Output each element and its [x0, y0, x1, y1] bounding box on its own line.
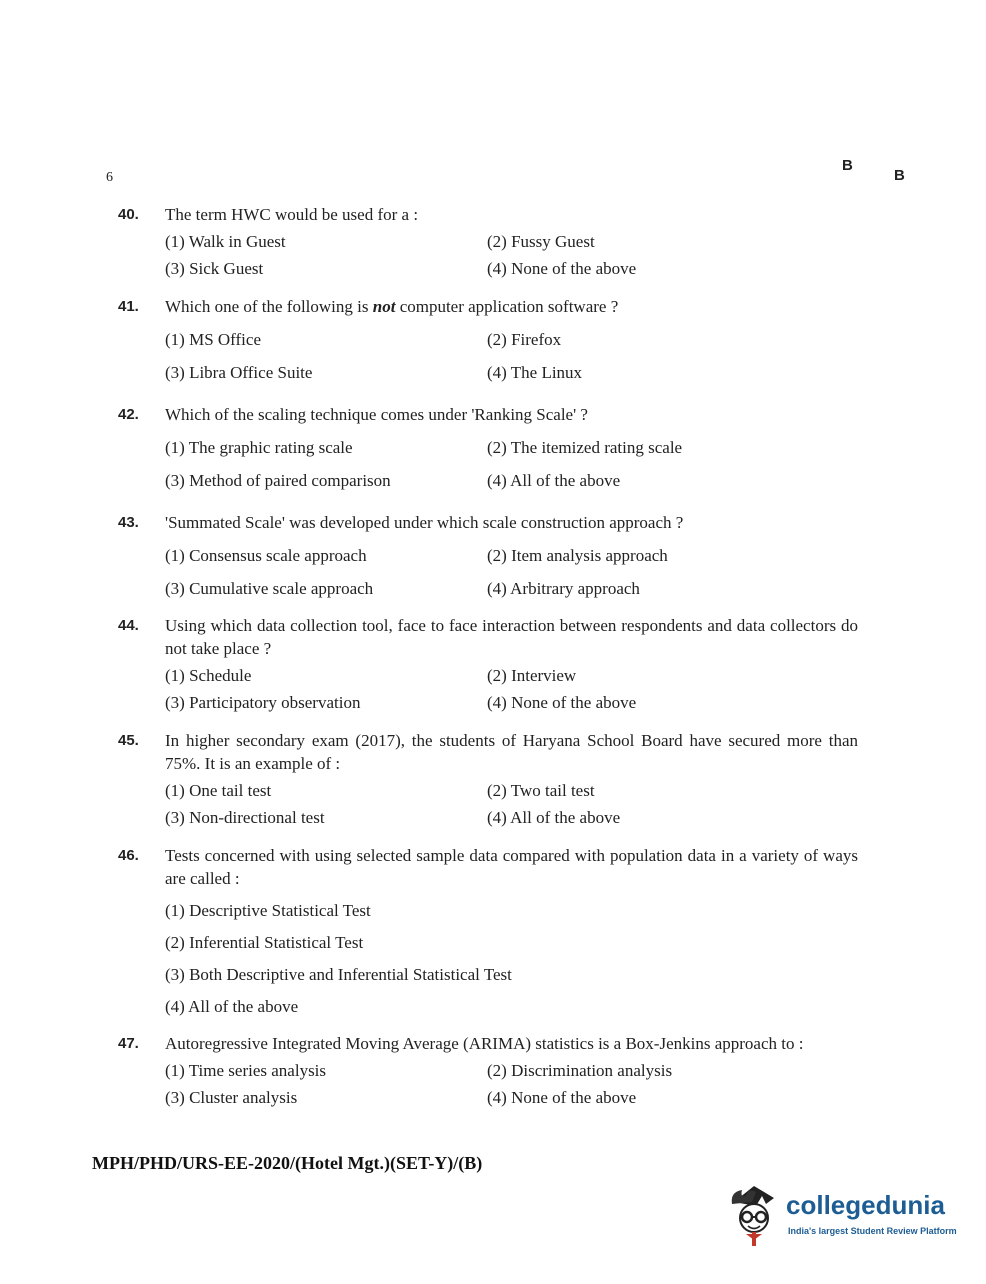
options — [165, 779, 858, 829]
question-number: 45. — [118, 732, 139, 749]
collegedunia-watermark — [726, 1180, 966, 1250]
paper-code-footer: MPH/PHD/URS-EE-2020/(Hotel Mgt.)(SET-Y)/(B) — [92, 1153, 483, 1173]
option-1: (1) Time series analysis — [165, 1061, 327, 1080]
option-2: (2) Interview — [487, 666, 577, 685]
option-3: (3) Participatory observation — [165, 693, 361, 712]
brand-name: collegedunia — [786, 1190, 945, 1220]
options — [165, 436, 858, 492]
question-40 — [118, 203, 858, 280]
option-2: (2) Fussy Guest — [487, 232, 595, 251]
option-2: (2) Item analysis approach — [487, 546, 668, 565]
option-2: (2) Firefox — [487, 330, 562, 349]
option-4: (4) Arbitrary approach — [487, 579, 640, 598]
question-text: Which of the scaling technique comes under 'Ranking Scale' ? — [165, 405, 588, 424]
option-1: (1) Descriptive Statistical Test — [165, 901, 371, 920]
option-1: (1) Walk in Guest — [165, 232, 286, 251]
options — [165, 328, 858, 384]
option-4: (4) The Linux — [487, 363, 583, 382]
question-number: 40. — [118, 206, 139, 223]
options — [165, 899, 858, 1018]
option-1: (1) MS Office — [165, 330, 261, 349]
question-number: 44. — [118, 617, 139, 634]
option-3: (3) Cumulative scale approach — [165, 579, 374, 598]
option-4: (4) All of the above — [487, 471, 621, 490]
option-4: (4) None of the above — [487, 1088, 637, 1107]
option-4: (4) All of the above — [487, 808, 621, 827]
option-4: (4) All of the above — [165, 997, 299, 1016]
question-41 — [118, 295, 858, 384]
question-text: Which one of the following is not computer application software ? — [165, 297, 619, 316]
question-number: 47. — [118, 1035, 139, 1052]
question-47 — [118, 1032, 858, 1109]
question-number: 46. — [118, 847, 139, 864]
emphasis-not: not — [372, 297, 396, 316]
question-46 — [118, 844, 858, 1018]
question-44 — [118, 614, 858, 714]
question-number: 42. — [118, 406, 139, 423]
option-3: (3) Method of paired comparison — [165, 471, 391, 490]
set-letter-right: B — [894, 167, 905, 184]
option-1: (1) One tail test — [165, 781, 272, 800]
option-4: (4) None of the above — [487, 259, 637, 278]
option-4: (4) None of the above — [487, 693, 637, 712]
question-number: 41. — [118, 298, 139, 315]
options — [165, 230, 858, 280]
option-3: (3) Both Descriptive and Inferential Statistical Test — [165, 965, 512, 984]
question-text: In higher secondary exam (2017), the students of Haryana School Board have secured more than 75%. It is an example of : — [165, 731, 858, 773]
question-number: 43. — [118, 514, 139, 531]
page-number: 6 — [106, 170, 113, 185]
mascot-icon — [726, 1180, 784, 1248]
question-43 — [118, 511, 858, 600]
question-text: The term HWC would be used for a : — [165, 205, 419, 224]
option-2: (2) Inferential Statistical Test — [165, 933, 364, 952]
question-text: Autoregressive Integrated Moving Average (ARIMA) statistics is a Box-Jenkins approach to : — [165, 1034, 804, 1053]
option-2: (2) The itemized rating scale — [487, 438, 683, 457]
option-1: (1) Schedule — [165, 666, 252, 685]
options — [165, 544, 858, 600]
option-3: (3) Non-directional test — [165, 808, 325, 827]
option-1: (1) The graphic rating scale — [165, 438, 353, 457]
question-45 — [118, 729, 858, 829]
option-2: (2) Discrimination analysis — [487, 1061, 673, 1080]
question-42 — [118, 403, 858, 492]
option-2: (2) Two tail test — [487, 781, 595, 800]
option-3: (3) Cluster analysis — [165, 1088, 298, 1107]
option-3: (3) Sick Guest — [165, 259, 264, 278]
brand-tagline: India's largest Student Review Platform — [788, 1226, 957, 1236]
question-text: Tests concerned with using selected sample data compared with population data in a variety of ways are called : — [165, 846, 858, 888]
question-text: Using which data collection tool, face to face interaction between respondents and data collectors do not take place ? — [165, 616, 858, 658]
option-1: (1) Consensus scale approach — [165, 546, 367, 565]
set-letter-top: B — [842, 157, 853, 174]
options — [165, 664, 858, 714]
question-text: 'Summated Scale' was developed under which scale construction approach ? — [165, 513, 684, 532]
options — [165, 1059, 858, 1109]
option-3: (3) Libra Office Suite — [165, 363, 313, 382]
